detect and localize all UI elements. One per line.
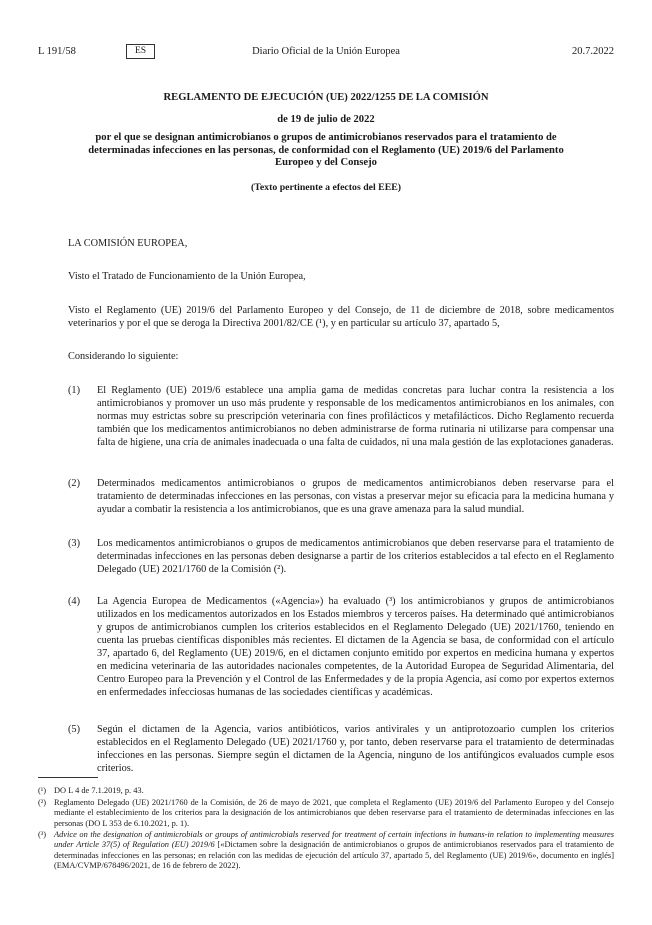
journal-title: Diario Oficial de la Unión Europea [252,46,400,57]
footnote-separator [38,777,98,778]
recital-2 [68,477,614,516]
recital-3 [68,537,614,576]
footnote-text [54,830,614,871]
recital-text: La Agencia Europea de Medicamentos («Agencia») ha evaluado (³) los antimicrobianos y grupos de antimicrobianos utilizados en los medicamentos autorizados en los Estados miembros y terceros países. Ha determinado qué antimicrobianos y grupos de antimicrobianos cumplen los criterios establecidos en el Reglamento Delegado (UE) 2021/1760, teniendo en cuenta las pruebas científicas disponibles más recientes. El dictamen de la Agencia se basa, de conformidad con el artículo 37, apartado 6, del Reglamento (UE) 2019/6, en el dictamen conjunto emitido por expertos en medicina humana y expertos en medicina veterinaria de las autoridades nacionales competentes, de la Autoridad Europea de Seguridad Alimentaria, del Centro Europeo para la Prevención y el Control de las Enfermedades y de la propia Agencia, así como por expertos externos en enfermedades infecciosas humanas de las sociedades científicas y académicas. [97,596,614,698]
footnote-number: (²) [38,798,47,807]
recital-text: El Reglamento (UE) 2019/6 establece una amplia gama de medidas concretas para luchar contra la resistencia a los antimicrobianos y promover un uso más prudente y responsable de los medicamentos antimicrobianos en los animales, con normas muy estrictas sobre su prescripción veterinaria con fines profilácticos y metafilácticos. Dicho Reglamento recuerda también que los medicamentos antimicrobianos no deben administrarse de forma rutinaria ni utilizarse para compensar una falta de higiene, una cría de animales inadecuada o una falta de cuidados, ni una mala gestión de las explotaciones ganaderas. [97,385,614,448]
recital-number: (5) [68,724,81,735]
publication-date: 20.7.2022 [572,46,614,57]
footnote-number: (³) [38,830,47,839]
footnote-text: DO L 4 de 7.1.2019, p. 43. [54,786,144,795]
language-badge: ES [126,44,155,59]
considerando-intro: Considerando lo siguiente: [68,351,179,362]
footnote-1 [38,786,614,796]
recital-text: Determinados medicamentos antimicrobianos o grupos de medicamentos antimicrobianos deben reservarse para el tratamiento de determinadas infecciones en las personas, con vistas a preservar mejor su eficacia para la medicina humana y ayudar a combatir la resistencia a los antimicrobianos, que es una grave amenaza para la salud mundial. [97,478,614,515]
footnote-2 [38,798,614,829]
recital-number: (2) [68,478,81,489]
regulation-subject: por el que se designan antimicrobianos o grupos de antimicrobianos reservados para el tratamiento de determinadas infecciones en las personas, de conformidad con el Reglamento (UE) 2019/6 del Parlamento Europeo y del Consejo [88,132,564,168]
visto-regulation: Visto el Reglamento (UE) 2019/6 del Parlamento Europeo y del Consejo, de 11 de diciembre de 2018, sobre medicamentos veterinarios y por el que se deroga la Directiva 2001/82/CE (¹), y en particular su artículo 37, apartado 5, [68,305,614,329]
recital-4 [68,595,614,699]
page-header [38,46,614,62]
footnote-text: Reglamento Delegado (UE) 2021/1760 de la Comisión, de 26 de mayo de 2021, que completa el Reglamento (UE) 2019/6 del Parlamento Europeo y del Consejo mediante el establecimiento de los criterios para la designación de los antimicrobianos que deben reservarse para el tratamiento de determinadas infecciones en las personas (DO L 353 de 6.10.2021, p. 1). [54,798,614,828]
page-reference: L 191/58 [38,46,76,57]
recital-number: (4) [68,596,81,607]
recital-text: Según el dictamen de la Agencia, varios antibióticos, varios antivirales y un antiprotozoario cumplen los criterios establecidos en el Reglamento Delegado (UE) 2021/1760 y, por tanto, deben reservarse para el tratamiento de determinadas infecciones en las personas. Siempre según el dictamen de la Agencia, ninguno de los antifúngicos evaluados cumple esos criterios. [97,724,614,774]
footnote-number: (¹) [38,786,47,795]
recital-5 [68,723,614,775]
footnote-rest: [«Dictamen sobre la designación de antimicrobianos o grupos de antimicrobianos reservados para el tratamiento de determinadas infecciones en las personas; en relación con las medidas de ejecución del artículo 37, apartado 5, del Reglamento (UE) 2019/6», documento en inglés] (EMA/CVMP/678496/2021, de 16 de febrero de 2022). [54,840,614,870]
footnote-italic-title: Advice on the designation of antimicrobials or groups of antimicrobials reserved for treatment of certain infections in humans-in relation to implementing measures under Article 37(5) of Regulation (EU) 2019/6 [54,830,614,850]
eee-relevance: (Texto pertinente a efectos del EEE) [250,182,402,193]
recital-text: Los medicamentos antimicrobianos o grupos de medicamentos antimicrobianos que deben reservarse para el tratamiento de determinadas infecciones en las personas deben designarse a partir de los criterios establecidos a tal efecto en el Reglamento Delegado (UE) 2021/1760 de la Comisión (²). [97,538,614,575]
regulation-date: de 19 de julio de 2022 [277,114,375,125]
recital-1 [68,384,614,449]
visto-treaty: Visto el Tratado de Funcionamiento de la Unión Europea, [68,271,306,282]
regulation-title: REGLAMENTO DE EJECUCIÓN (UE) 2022/1255 DE LA COMISIÓN [163,92,489,103]
recital-number: (1) [68,385,81,396]
footnote-3 [38,830,614,871]
institution-line: LA COMISIÓN EUROPEA, [68,238,188,249]
recital-number: (3) [68,538,81,549]
